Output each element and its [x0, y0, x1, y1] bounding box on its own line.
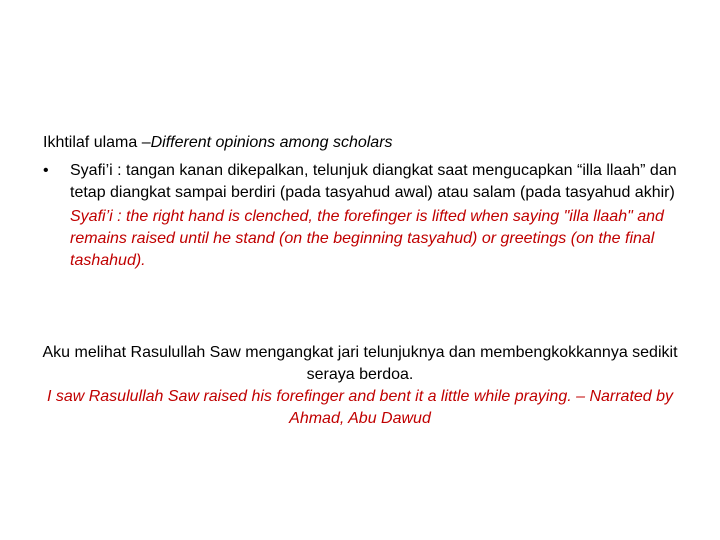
- bullet-indonesian-text: Syafi’i : tangan kanan dikepalkan, telunjuk diangkat saat mengucapkan “illa llaah” dan tetap diangkat sampai berdiri (pada tasyahud awal) atau salam (pada tasyahud akhir): [70, 162, 677, 201]
- hadith-quote: [30, 342, 690, 430]
- bullet-english-translation: Syafi’i : the right hand is clenched, the forefinger is lifted when saying "illa llaah" and remains raised until he stand (on the beginning tasyahud) or greetings (on the final tashahud).: [70, 208, 664, 269]
- quote-english-translation: I saw Rasulullah Saw raised his forefinger and bent it a little while praying. – Narrated by Ahmad, Abu Dawud: [46, 388, 674, 427]
- slide-heading: [43, 132, 393, 154]
- quote-indonesian-text: Aku melihat Rasulullah Saw mengangkat jari telunjuknya dan membengkokkannya sedikit seraya berdoa.: [42, 344, 678, 383]
- bullet-body: [70, 160, 680, 272]
- heading-english: Different opinions among scholars: [150, 134, 393, 151]
- bullet-marker: •: [43, 162, 49, 179]
- heading-prefix: Ikhtilaf ulama –: [43, 134, 151, 151]
